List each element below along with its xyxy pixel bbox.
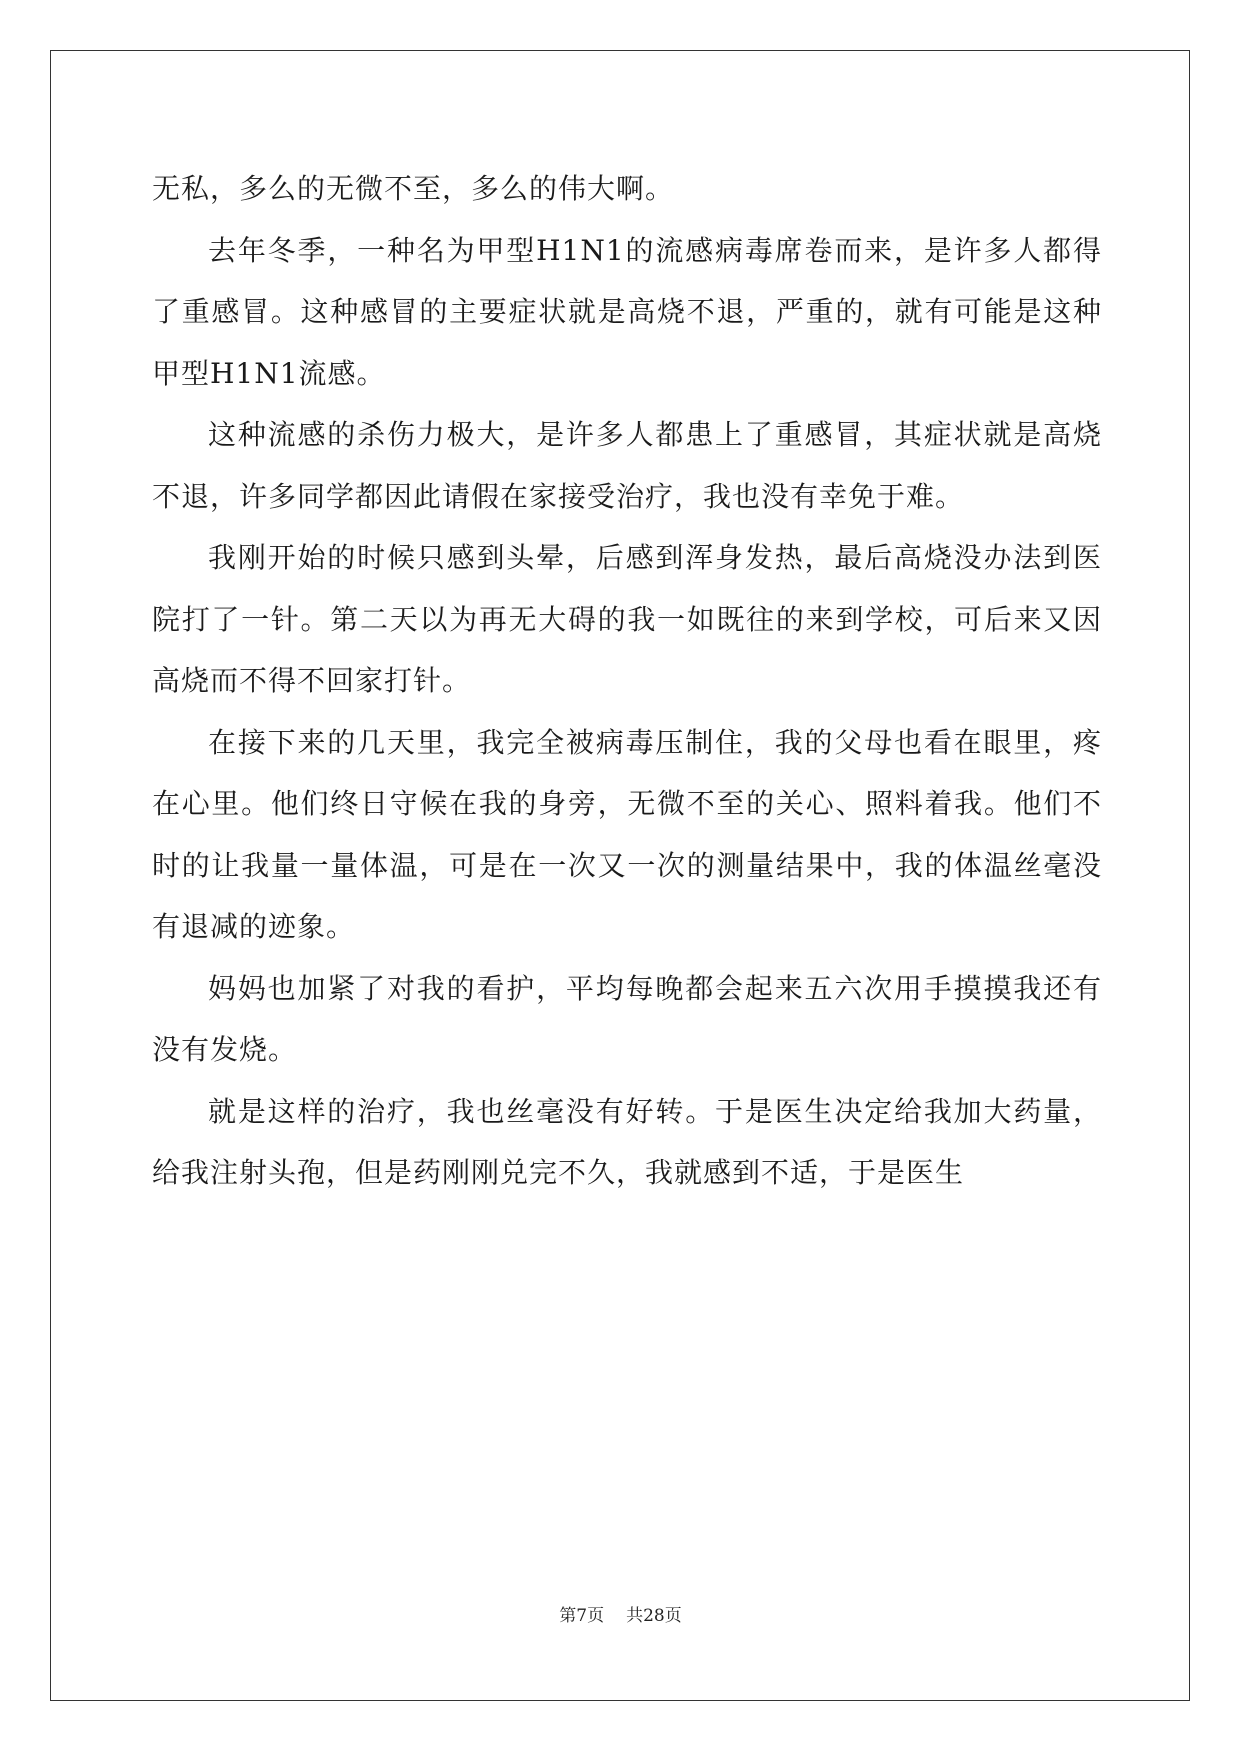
current-page-label: 第7页 [559, 1606, 605, 1626]
total-pages-label: 共28页 [626, 1606, 682, 1626]
paragraph-1: 无私，多么的无微不至，多么的伟大啊。 [152, 172, 675, 205]
page-footer [0, 1606, 1241, 1626]
paragraph-5: 在接下来的几天里，我完全被病毒压制住，我的父母也看在眼里，疼在心里。他们终日守候在我的身旁，无微不至的关心、照料着我。他们不时的让我量一量体温，可是在一次又一次的测量结果中，我的体温丝毫没有退减的迹象。 [152, 725, 1102, 943]
paragraph-4: 我刚开始的时候只感到头晕，后感到浑身发热，最后高烧没办法到医院打了一针。第二天以为再无大碍的我一如既往的来到学校，可后来又因高烧而不得不回家打针。 [152, 541, 1102, 697]
document-body [152, 158, 1102, 1204]
paragraph-3: 这种流感的杀伤力极大，是许多人都患上了重感冒，其症状就是高烧不退，许多同学都因此请假在家接受治疗，我也没有幸免于难。 [152, 418, 1102, 513]
paragraph-7: 就是这样的治疗，我也丝毫没有好转。于是医生决定给我加大药量，给我注射头孢，但是药刚刚兑完不久，我就感到不适，于是医生 [152, 1094, 1102, 1189]
paragraph-2: 去年冬季，一种名为甲型H1N1的流感病毒席卷而来，是许多人都得了重感冒。这种感冒的主要症状就是高烧不退，严重的，就有可能是这种甲型H1N1流感。 [152, 233, 1102, 390]
paragraph-6: 妈妈也加紧了对我的看护，平均每晚都会起来五六次用手摸摸我还有没有发烧。 [152, 971, 1102, 1066]
